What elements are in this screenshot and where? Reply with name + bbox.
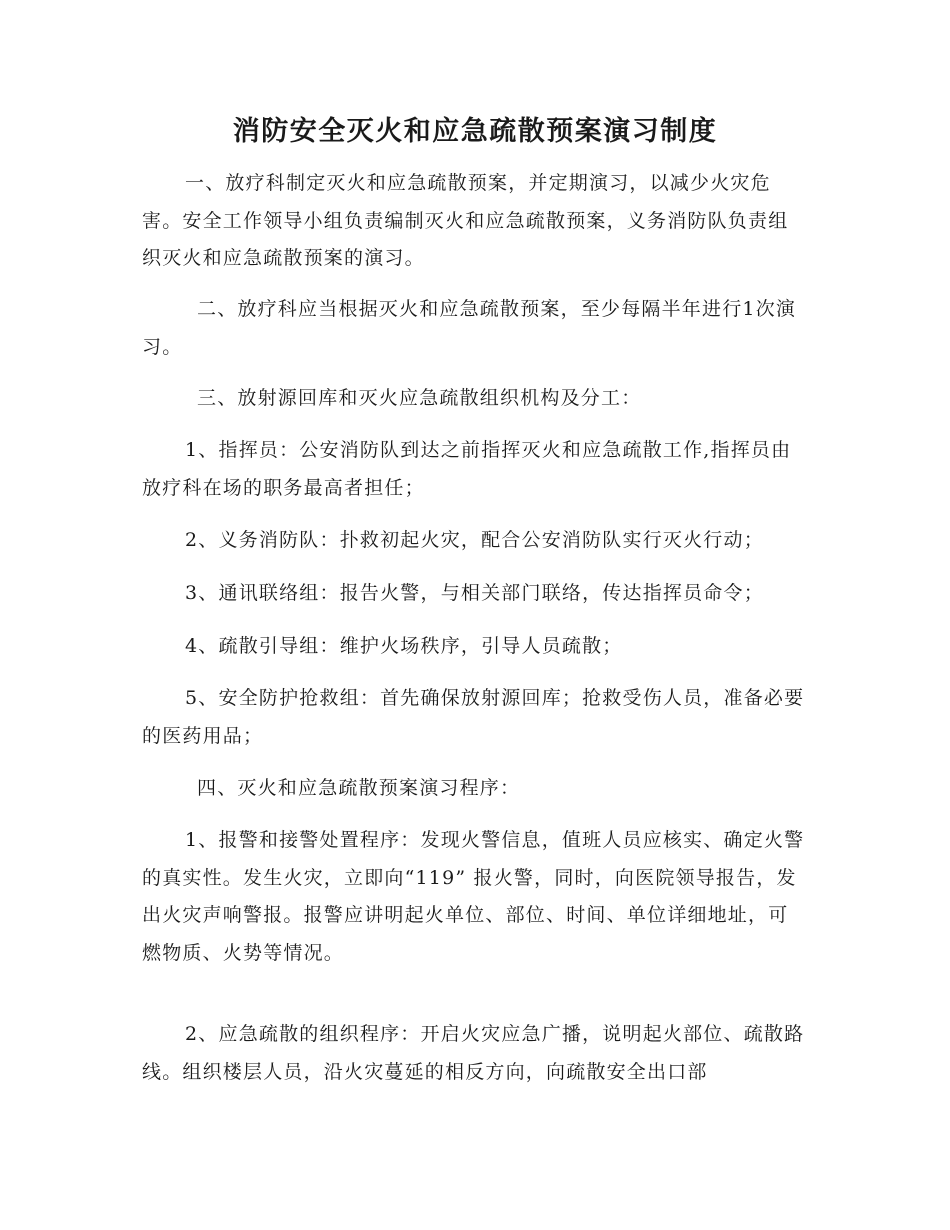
paragraph-1: 一、放疗科制定灭火和应急疏散预案，并定期演习，以减少火灾危害。安全工作领导小组负责编制灭火和应急疏散预案，义务消防队负责组织灭火和应急疏散预案的演习。	[142, 172, 789, 269]
paragraph-8: 5、安全防护抢救组：首先确保放射源回库；抢救受伤人员，准备必要的医药用品；	[142, 687, 805, 747]
paragraph-9: 四、灭火和应急疏散预案演习程序：	[197, 777, 521, 799]
paragraph-11: 2、应急疏散的组织程序：开启火灾应急广播，说明起火部位、疏散路线。组织楼层人员，沿火灾蔓延的相反方向，向疏散安全出口部	[142, 1023, 805, 1083]
paragraph-6: 3、通讯联络组：报告火警，与相关部门联络，传达指挥员命令；	[185, 582, 764, 604]
paragraph-2: 二、放疗科应当根据灭火和应急疏散预案，至少每隔半年进行1次演习。	[142, 298, 797, 358]
document-title: 消防安全灭火和应急疏散预案演习制度	[232, 116, 718, 147]
paragraph-10: 1、报警和接警处置程序：发现火警信息，值班人员应核实、确定火警的真实性。发生火灾，立即向“119” 报火警，同时，向医院领导报告，发出火灾声响警报。报警应讲明起火单位、部位、时间、单位详细地址，可燃物质、火势等情况。	[142, 829, 805, 964]
paragraph-5: 2、义务消防队：扑救初起火灾，配合公安消防队实行灭火行动；	[185, 529, 764, 551]
paragraph-3: 三、放射源回库和灭火应急疏散组织机构及分工：	[197, 387, 642, 409]
paragraph-4: 1、指挥员：公安消防队到达之前指挥灭火和应急疏散工作,指挥员由放疗科在场的职务最高者担任；	[142, 439, 792, 499]
paragraph-7: 4、疏散引导组：维护火场秩序，引导人员疏散；	[185, 635, 623, 657]
